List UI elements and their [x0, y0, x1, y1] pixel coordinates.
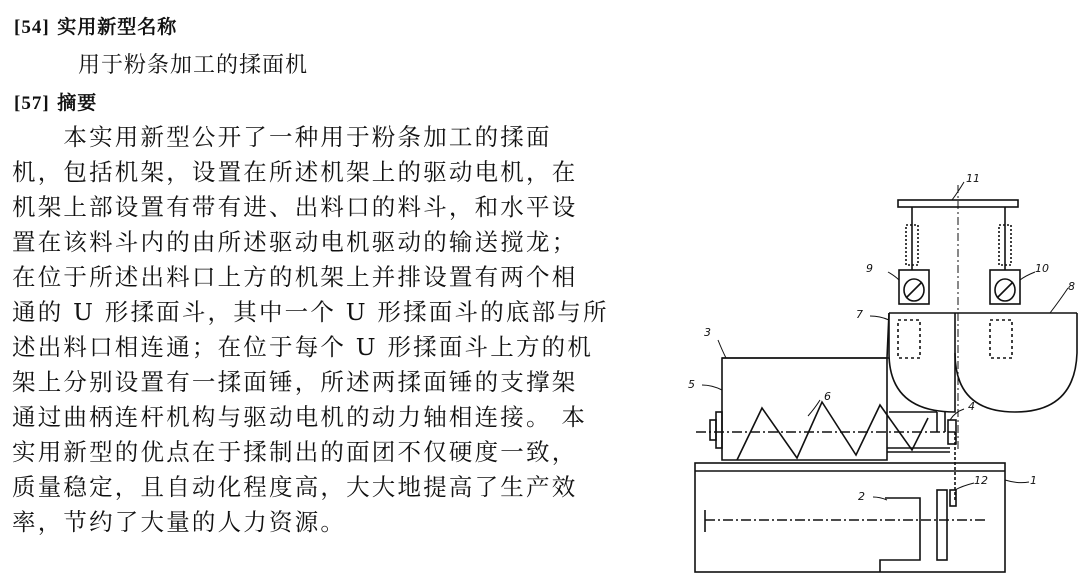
drawing-label-9: 9	[866, 262, 873, 275]
bowl-insert-left	[898, 320, 920, 358]
drawing-label-8: 8	[1068, 280, 1075, 293]
abstract-line: 机架上部设置有带有进、出料口的料斗，和水平设	[12, 193, 578, 221]
section-code: [54]	[14, 17, 50, 38]
drawing-label-2: 2	[858, 490, 865, 503]
shaft-bearing	[716, 412, 722, 448]
kneading-bowl-left	[889, 313, 955, 412]
abstract-line: 通过曲柄连杆机构与驱动电机的动力轴相连接。 本	[12, 403, 588, 431]
machine-drawing	[680, 160, 1088, 585]
drawing-label-6: 6	[824, 390, 831, 403]
hammer-right	[990, 270, 1020, 304]
hopper	[722, 358, 887, 460]
base-frame	[695, 463, 1005, 572]
drawing-label-5: 5	[688, 378, 695, 391]
abstract-line: 质量稳定，且自动化程度高，大大地提高了生产效	[12, 473, 578, 501]
section-label: 摘要	[57, 92, 98, 114]
utility-model-title: 用于粉条加工的揉面机	[78, 53, 309, 78]
section-label: 实用新型名称	[57, 16, 178, 38]
abstract-line: 率，节约了大量的人力资源。	[12, 508, 347, 536]
bowl-insert-right	[990, 320, 1012, 358]
section-54-header	[14, 12, 177, 39]
drive-motor	[880, 498, 920, 572]
hammer-left	[899, 270, 929, 304]
drawing-label-7: 7	[856, 308, 863, 321]
drawing-label-11: 11	[966, 172, 980, 185]
section-57-header	[14, 88, 97, 115]
abstract-line: 实用新型的优点在于揉制出的面团不仅硬度一致，	[12, 438, 578, 466]
section-code: [57]	[14, 93, 50, 114]
kneading-bowl-right	[955, 313, 1077, 412]
drawing-label-3: 3	[704, 326, 711, 339]
pulley	[937, 490, 947, 560]
abstract-line: 本实用新型公开了一种用于粉条加工的揉面	[12, 123, 552, 151]
abstract-line: 置在该料斗内的由所述驱动电机驱动的输送搅龙；	[12, 228, 578, 256]
abstract-line: 架上分别设置有一揉面锤，所述两揉面锤的支撑架	[12, 368, 578, 396]
abstract-line: 通的 U 形揉面斗，其中一个 U 形揉面斗的底部与所	[12, 298, 609, 326]
drawing-label-10: 10	[1035, 262, 1049, 275]
abstract-line: 在位于所述出料口上方的机架上并排设置有两个相	[12, 263, 578, 291]
drawing-label-4: 4	[968, 400, 975, 413]
drawing-label-1: 1	[1030, 474, 1037, 487]
abstract-line: 述出料口相连通；在位于每个 U 形揉面斗上方的机	[12, 333, 594, 361]
drawing-label-12: 12	[974, 474, 988, 487]
abstract-line: 机，包括机架，设置在所述机架上的驱动电机，在	[12, 158, 578, 186]
